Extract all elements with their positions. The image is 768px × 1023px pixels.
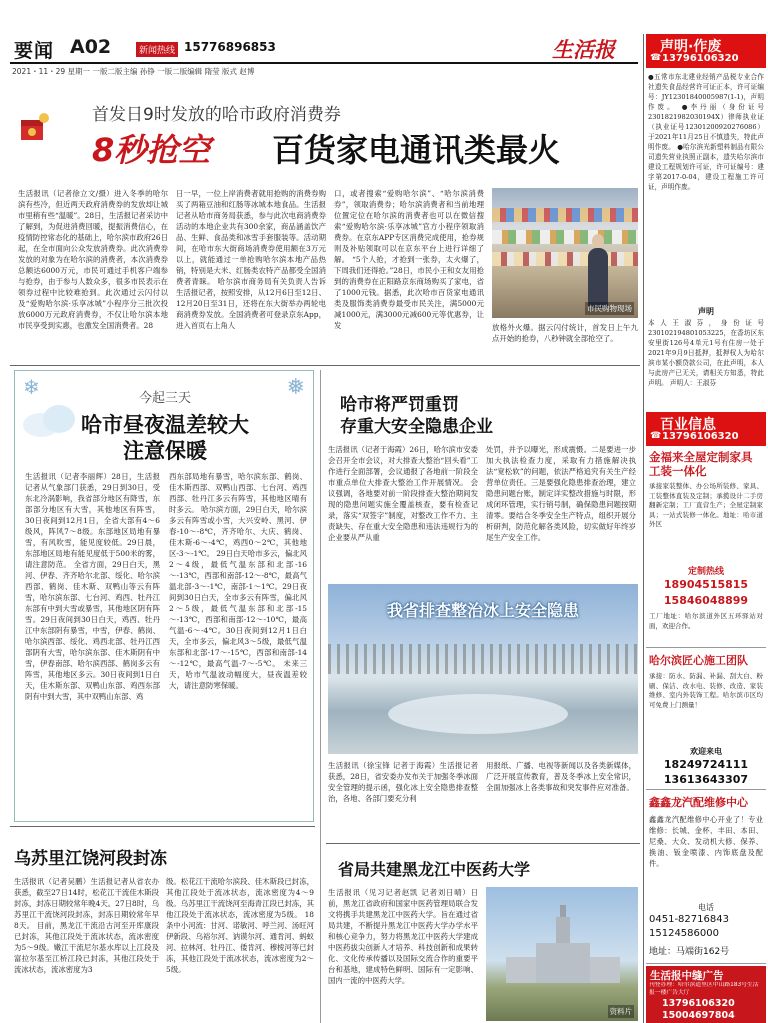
safety-title-2: 存重大安全隐患企业 [340,417,493,437]
weather-title-2: 注意保暖 [123,439,207,463]
middle-ad-text: 刊登办理：哈尔滨道里区中山路183号生活报一楼广告大厅 [649,982,759,996]
wusuli-story [10,828,315,1023]
tcm-photo-caption: 资料片 [609,1007,632,1016]
tcm-photo [486,887,638,1021]
ad-auto-address: 地址：马端街162号 [649,947,730,957]
statement-text: 本人王淑芬，身份证号230102194801053225，在香坊区东安里街126号4单元1号有住房一处于2021年9月9日抵押，抵押权人为哈尔滨市某小额贷款公司，在此声明，本人与此房产已无关，请相关方知悉，特此声明。 声明人：王淑芬 [648,319,764,387]
wusuli-col-2: 级。松花江干流哈尔滨段、佳木斯段已封冻，其他江段处于流冰状态，流冰密度为4～9级。乌苏里江干流饶河至海青江段已封冻，其他江段处于流冰状态，流冰密度为5级。 18条中小河流：甘河、诺敏河、呼兰河、汤旺河伊新段、乌裕尔河、讷谟尔河、通肯河、蚂蚁河、拉林河、牡丹江、倭肯河、穆棱河等已封冻，其他江段处于流冰状态，流冰密度为2～5级。 [166,877,314,974]
ad-auto-tel-2: 15124586000 [649,928,719,939]
weather-col-2: 西东部局地有暴雪，哈尔滨东部、鹤岗、佳木斯西部、双鸭山西部、七台河、鸡西西部、牡丹江多云有阵雪，其他地区晴有时多云。 哈尔滨方面，29日白天，哈尔滨多云有阵雪或小雪，大兴安岭、黑河、伊春-10～-8℃，齐齐哈尔、大庆、鹤岗、佳木斯-6～-4℃，鸡西0～2℃，其他地区-3～-1℃。 29日白天哈市多云，偏北风2～4级，最低气温东部和北部-16～-13℃，西部和南部-12～-8℃，最高气温北部-3～-1℃，南部-1～1℃。29日夜间到30日白天，全市多云有阵雪，偏北风2～5级，最低气温东部和北部-15～-13℃，西部和南部-12～-10℃，最高气温-6～-4℃。30日夜间到12月1日白天，全市多云，偏北风3～5级，最低气温东部和北部-17～-15℃，西部和南部-14～-12℃，最高气温-7～-5℃。 未来三天，哈市气温波动幅度大，昼夜温差较大，请注意防寒保暖。 [169,472,307,690]
safety-col-1: 生活报讯（记者于海霞）26日，哈尔滨市安委会召开全市会议，对大排查大整治“回头看”工作进行全面部署，会议通报了各地前一阶段全市重点单位大排查大整治工作开展情况。 会议强调，各地要对前一阶段排查大整治期间发现的隐患问题实施全覆盖核查，要有检查记录，落实“双签字”制度，对整改工作不力、主责缺失、存在重大安全隐患和违法违规行为的企业要从严从重 [328,445,478,542]
lead-col-2: 日一早，一位上岸消费者就用抢购的消费券购买了两箱豆油和红肠等冰城本地食品。生活报记者从哈市商务局获悉，参与此次电商消费券活动的本地企业共有300余家，商品涵盖饮产品、生鲜、食品类和冰雪手套服装等。活动期间，在哈市东大街商场消费券使用额在3万元以上，就能通过一单抢购哈尔滨本地产品热销，特别是大米、红肠类农特产品都受全国消费者青睐。 哈尔滨市商务局有关负责人告诉生活报记者，按照安排，从12月6日至12日、12月20日至31日，还将在东大街举办两轮电商消费券发放。全国消费者可登录京东App，进入首页右上角人 [176,189,326,330]
safety-title-1: 哈市将严罚重罚 [340,395,459,415]
statement-title: 声明 [698,307,714,316]
sidebar [646,34,766,1023]
ad-auto-head: 鑫鑫龙汽配维修中心 [649,796,748,809]
hotline-label: 新闻热线 [136,42,178,57]
wusuli-col-1: 生活报讯（记者吴鹏）生活报记者从省农办获悉，截至27日14时，松花江干流佳木斯段封冻，封冻日期较常年晚4天。27日8时，乌苏里江干流饶河段封冻，封冻日期较常年早8天。 目前，黑龙江干流沿古河至开库康段已封冻，其他江段处于流冰状态，流冰密度为5～9级。嫩江干流尼尔基水库以上江段及富拉尔基至江桥江段已封冻，其他江段处于流冰状态，流冰密度为3 [14,877,159,974]
ad-auto-text: 鑫鑫龙汽配维修中心开业了！专业维修：长城、金杯、丰田、本田、尼桑、大众、发动机大修、保养、换油、钣金喷漆、内饰底盘及配件。 [649,815,763,868]
tcm-title: 省局共建黑龙江中医药大学 [338,860,531,879]
ad-furniture-phone-1: 18904515815 [663,578,749,591]
notice-box-header [646,34,766,68]
lead-col-1: 生活报讯（记者徐立文/摄）进入冬季的哈尔滨有些冷，但近两天政府消费券的发放却让城市里稍有些“温暖”。28日，生活报记者采访中了解到，为促进消费回暖，提振消费信心，在疫情防控常态化的基础上，哈尔滨市政府26日起，在全市面向公众发放消费券。此次消费券发放的对象为在哈尔滨的消费者，本次消费券总额达6000万元，市民可通过手机客户端参与抢券，由于参与人数众多，很多市民表示在领券过程中比较难抢到。此次通过云闪付以及“爱购哈尔滨·乐享冰城”小程序分三批次投放6000万元政府消费券，不仅让哈尔滨本地市民享受到实惠，也激发全国消费者。28 [18,189,168,330]
phone-icon: ☎ [650,431,662,441]
ad-furniture-text: 承接家装整体、办公场所装修、家具、工装整体直装及定制；承揽设计二手房翻新定制；工厂直营生产；全屋定制家具；一站式装修一体化。地址：哈市道外区 [649,482,763,528]
hotline-number: 15776896853 [184,40,276,54]
lead-story [10,80,640,365]
lead-col-3: 口，或者搜索“爱购哈尔滨”、“哈尔滨消费券”，领取消费券；哈尔滨消费者和当前地理位置定位在哈尔滨的消费者也可以在微信搜索“爱购哈尔滨·乐享冰城”官方小程序领取消费券。在京东APP专区消费完成使用，抢券规则及补贴领取可以在京东平台上进行详细了解。 “5个人抢，才抢到一张券，太火爆了，下周我们还得抢。”28日，市民小王和女友用抢到的消费券在正阳路京东商场购买了家电，省了1000元钱。据悉，此次哈市百货家电通讯类及服饰类消费券最受市民关注，满5000元减1000元，满3000元减600元等优惠券，让发 [334,189,484,330]
section-label: 要闻 [14,40,55,62]
newspaper-logo: 生活报 [552,37,615,62]
lead-photo [492,188,638,318]
ad-repair-phone-2: 13613643307 [663,773,749,786]
ad-repair-label: 欢迎来电 [690,747,722,756]
lead-photo-caption: 市民购物现场 [587,304,632,313]
ice-story [326,580,640,840]
ad-auto-repair [646,792,766,964]
weather-story [14,370,314,822]
ice-photo [328,584,638,754]
weather-kicker: 今起三天 [138,391,191,406]
wusuli-title: 乌苏里江饶河段封冻 [14,849,167,869]
lead-headline-red: 8秒抢空 [92,131,211,169]
ice-col-1: 生活报讯（徐宝锋 记者于海霞）生活报记者获悉，28日，省安委办发布关于加强冬季冰面安全管理的提示函，强化冰上安全隐患排查整治，各地、各部门要充分利 [328,761,478,803]
safety-story [326,370,640,570]
ad-furniture-hotline-label: 定制热线 [687,567,724,577]
ad-repair-text: 承接：防水、防漏、补漏、刮大白、粉刷、保洁、改水电、装修、改造、家装维修、室内外装饰工程。哈尔滨市区均可免费上门测量！ [649,672,763,709]
ad-furniture-phone-2: 15846048899 [663,594,749,607]
envelope-icon [18,110,52,144]
snowflake-icon: ❅ [286,375,305,400]
ice-col-2: 用报纸、广播、电视等新闻以及各类新媒体，广泛开展宣传教育，普及冬季冰上安全常识，全面加强冰上各类事故和突发事件应对准备。 [486,761,636,792]
business-box-header [646,412,766,446]
snowflake-icon: ❄ [23,375,40,399]
notice-box-title: 声明·作废 [660,39,722,55]
lead-kicker: 首发日9时发放的哈市政府消费券 [92,105,341,125]
weather-title-1: 哈市昼夜温差较大 [81,413,249,437]
middle-ad-phone-2: 15004697804 [662,1010,735,1021]
notice-list: ●五常市东北建业经销产品税专业合作社遗失食品经营许可证正本，许可证编号：JY12301840005987(1-1)，声明作废。 ●李丹丽（身份证号2301821982030194X）律师执业证（执业证号12301200920276086）于2021年11月25日不慎遗失，特此声明作废。 ●哈尔滨光新塑料制品有限公司遗失营业执照正副本，遗失哈尔滨市建设工程规划许可证，许可证编号：建字第2017-0-04，建设工程施工许可证，声明作废。 [648,73,764,191]
ice-photo-title: 我省排查整治冰上安全隐患 [386,601,579,620]
ad-auto-tel-1: 0451-82716843 [649,914,729,925]
notice-phone: 13796106320 [662,53,739,64]
ad-repair-phone-1: 18249724111 [663,758,749,771]
ad-repair-head: 哈尔滨匠心施工团队 [649,654,748,667]
middle-ad-header [646,966,766,1023]
ad-repair-team [646,650,766,790]
lead-headline-black: 百货家电通讯类最火 [272,131,561,169]
tcm-story [326,845,640,1023]
ad-furniture-address: 工厂地址：哈尔滨道外区五环驿站对面，欢迎合作。 [649,612,763,630]
lead-col-4: 放格外火爆。据云闪付统计，首发日上午九点开始的抢券，八秒钟就全部抢空了。 [492,323,638,343]
ad-furniture [646,448,766,648]
ad-furniture-head: 金福来全屋定制家具工装一体化 [649,450,753,478]
ad-auto-tel-label: 电话 [698,903,714,912]
dateline: 2021・11・29 星期一 一版二版主编 孙铮 一版二版编辑 隋莹 版式 赵博 [12,67,255,76]
safety-col-2: 处罚，并予以曝光，形成震慑。二是要进一步加大执法检查力度，采取有力措施解决执法“宽松软”的问题，依法严格追究有关生产经营单位责任。三是要强化隐患排查治理，建立隐患问题台账，制定详实整改措施与时限，形成闭环管理，实行销号制，确保隐患问题按期清零。要结合冬季安全生产特点，组织开展分析研判，防范化解各类风险，切实做好年终岁尾生产安全工作。 [486,445,636,542]
phone-icon: ☎ [650,53,662,63]
middle-ad-title: 生活报中缝广告 [650,970,724,982]
page-number: A02 [70,36,112,58]
tcm-col-1: 生活报讯（见习记者赵凯 记者刘日晴）日前，黑龙江省政府和国家中医药管理局联合发文将携手共建黑龙江中医药大学。旨在通过省局共建，不断提升黑龙江中医药大学办学水平和核心竞争力，努力将黑龙江中医药大学建成中医药拔尖创新人才培养、科技创新和成果转化、文化传承传播以及国际交流合作的重要平台和基地，建成特色鲜明、国际有一定影响、国内一流的中医药大学。 [328,888,478,985]
middle-ad-phone-1: 13796106320 [662,998,735,1009]
business-phone: 13796106320 [662,431,739,442]
weather-col-1: 生活报讯（记者李丽辉）28日，生活报记者从气象部门获悉，29日到30日，受东北冷涡影响，我省部分地区有降雪，东部部分地区有大雪，其他地区有阵雪，30日夜间到12月1日，全省大部有4～6级风，阵风7～8级。东部地区局地有暴雪，有风吹雪，能见度较低。29日晨，东部地区局地有能见度低于500米的雾，请注意防范。 全省方面，29日白天，黑河、伊春、齐齐哈尔北部、绥化、哈尔滨西部、鹤岗、佳木斯、双鸭山等云有阵雪，哈尔滨东部、七台河、鸡西、牡丹江东部有中到大雪或暴雪，其他地区阴有阵雪。29日夜间到30日白天，鸡西、牡丹江中东部阴有暴雪，中雪，伊春、鹤岗、哈尔滨西部、绥化、鸡西北部、牡丹江西部阴有大雪，哈尔滨东部、佳木斯阴有中雪，伊春南部、哈尔滨西部、鹤岗多云有阵雪，其他地区多云。30日夜间到1日白天，佳木斯东部、双鸭山东部、鸡西东部阴有中到大雪，其中双鸭山东部、鸡 [25,472,160,701]
business-box-title: 百业信息 [660,417,716,433]
